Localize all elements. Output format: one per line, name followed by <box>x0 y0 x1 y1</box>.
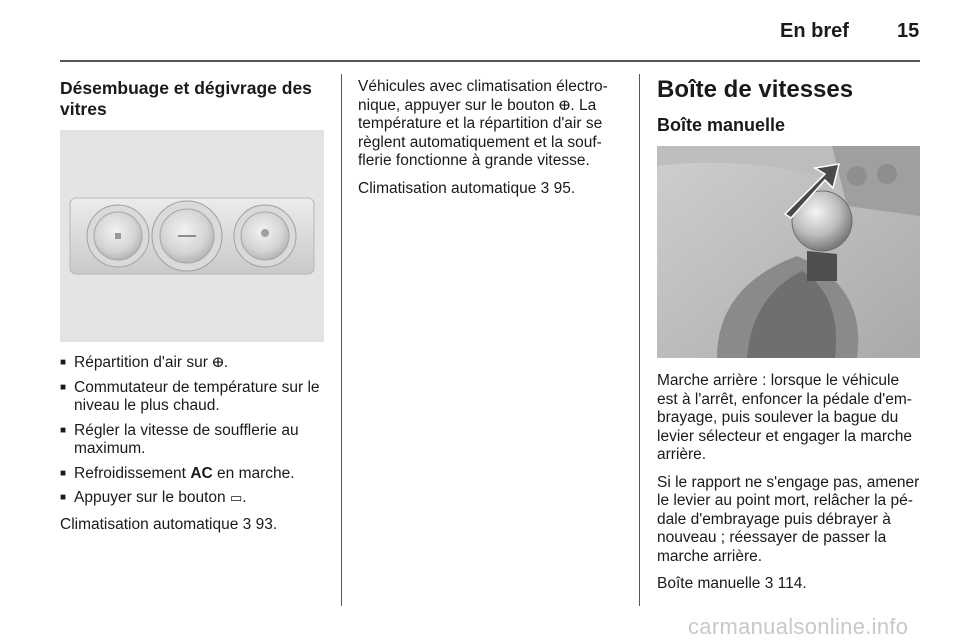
rear-window-defrost-icon: ▭ <box>229 490 243 505</box>
climate-control-panel-figure <box>60 130 324 342</box>
ref-text: Boîte manuelle <box>657 575 761 592</box>
paragraph-text: Véhicules avec climatisation électro-nique, appuyer sur le bouton <box>358 78 608 114</box>
defrost-steps-list <box>60 354 325 508</box>
reverse-gear-retry-paragraph: Si le rapport ne s'engage pas, amener le levier au point mort, relâcher la pé-dale d'embrayage puis débrayer à nouveau ; réessayer de passer la marche arrière. <box>657 473 920 565</box>
watermark: carmanualsonline.info <box>688 614 909 639</box>
list-item <box>60 354 325 373</box>
list-item: ■ Commutateur de température sur le niveau le plus chaud. <box>60 379 325 416</box>
list-item-text: Appuyer sur le bouton <box>74 489 226 506</box>
left-column <box>60 78 325 543</box>
column-divider-left <box>341 74 342 606</box>
ref-symbol: 3 <box>242 515 252 533</box>
page-header-title: En bref <box>780 20 849 42</box>
list-item <box>60 489 325 508</box>
column-divider-right <box>639 74 640 606</box>
fan-speed-knob <box>152 201 222 271</box>
list-item-text: Répartition d'air sur <box>74 354 208 371</box>
right-column <box>657 76 921 603</box>
page-number: 15 <box>897 20 920 42</box>
subsection-title-manual: Boîte manuelle <box>657 115 786 135</box>
cross-reference[interactable] <box>657 575 921 594</box>
section-title-gearbox: Boîte de vitesses <box>657 76 854 103</box>
ac-label: AC <box>190 464 213 482</box>
list-item: ■ Régler la vitesse de soufflerie au maximum. <box>60 422 325 459</box>
gear-lever-figure <box>657 146 920 358</box>
list-item-text: Refroidissement <box>74 464 186 482</box>
windshield-defrost-icon: ⴲ <box>558 97 571 113</box>
list-item-text: en marche. <box>217 464 295 482</box>
list-item-punct: . <box>223 354 229 371</box>
ref-page: 95. <box>553 179 576 197</box>
auto-climate-paragraph <box>358 78 624 171</box>
ref-symbol: 3 <box>540 179 550 197</box>
cross-reference[interactable] <box>60 516 325 535</box>
temperature-knob <box>87 205 149 267</box>
air-distribution-knob <box>234 205 296 267</box>
list-item-punct: . <box>242 489 247 506</box>
paragraph-text: . La température et la répartition d'air se règlent automatiquement et la souf-flerie fonctionne à grande vitesse. <box>358 96 603 169</box>
ref-page: 93. <box>255 515 278 533</box>
middle-column <box>358 78 624 207</box>
ref-text: Climatisation automatique <box>358 179 537 197</box>
section-heading-defrost: Désembuage et dégivrage des vitres <box>60 78 312 119</box>
header-rule <box>60 60 920 62</box>
reverse-gear-paragraph: Marche arrière : lorsque le véhicule est à l'arrêt, enfoncer la pédale d'em-brayage, puis soulever la bague du levier sélecteur et engager la marche arrière. <box>657 372 913 463</box>
ref-page: 114. <box>777 575 807 592</box>
list-item <box>60 465 325 484</box>
ref-text: Climatisation automatique <box>60 515 239 533</box>
windshield-defrost-icon: ⴲ <box>212 355 224 370</box>
cross-reference[interactable] <box>358 180 624 199</box>
ref-symbol: 3 <box>764 575 774 592</box>
